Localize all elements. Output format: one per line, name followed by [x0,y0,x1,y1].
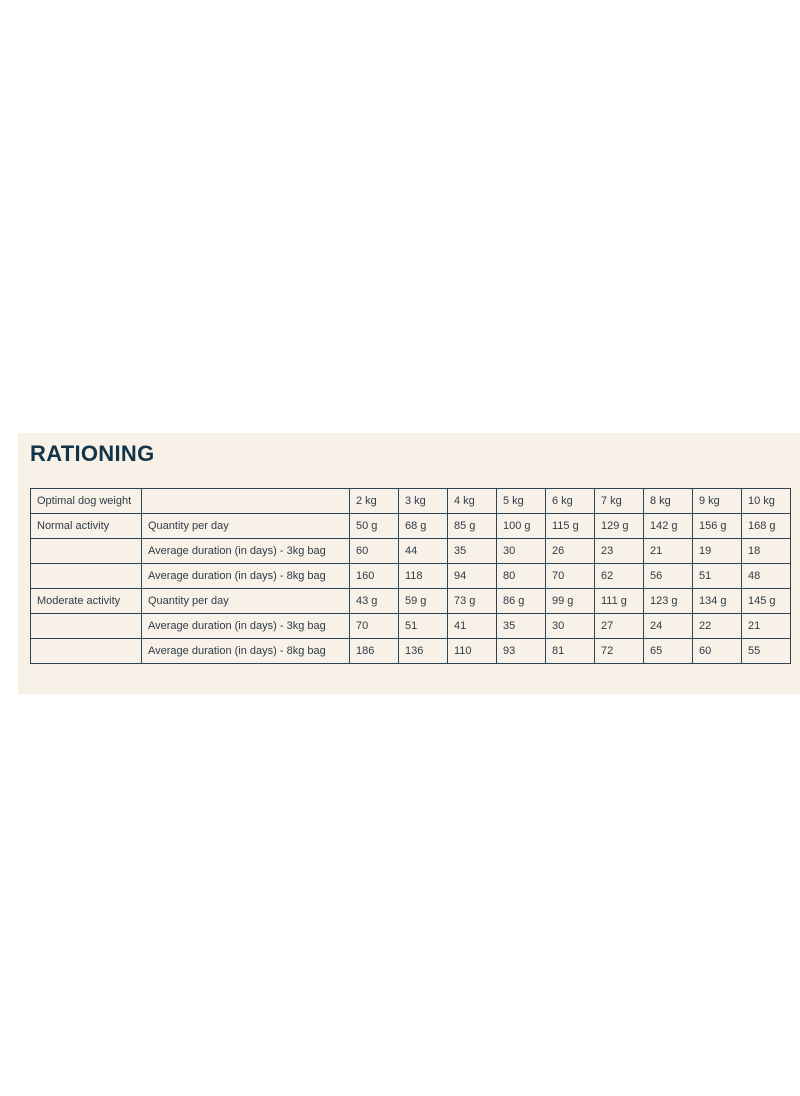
value-cell: 160 [350,564,399,589]
weight-header-cell: 3 kg [399,489,448,514]
activity-cell [31,539,142,564]
table-row [31,539,791,564]
weight-header-cell: 8 kg [644,489,693,514]
value-cell: 56 [644,564,693,589]
value-cell: 142 g [644,514,693,539]
metric-cell: Quantity per day [142,589,350,614]
value-cell: 30 [546,614,595,639]
value-cell: 21 [644,539,693,564]
value-cell: 81 [546,639,595,664]
value-cell: 59 g [399,589,448,614]
table-row [31,514,791,539]
activity-cell [31,564,142,589]
table-header-row [31,489,791,514]
value-cell: 99 g [546,589,595,614]
value-cell: 55 [742,639,791,664]
value-cell: 85 g [448,514,497,539]
value-cell: 60 [693,639,742,664]
value-cell: 51 [693,564,742,589]
section-title: RATIONING [30,441,155,466]
table-body [31,489,791,664]
value-cell: 21 [742,614,791,639]
rationing-table [30,488,791,664]
value-cell: 118 [399,564,448,589]
metric-cell: Average duration (in days) - 8kg bag [142,564,350,589]
value-cell: 115 g [546,514,595,539]
value-cell: 19 [693,539,742,564]
table-row [31,614,791,639]
metric-cell: Average duration (in days) - 8kg bag [142,639,350,664]
value-cell: 50 g [350,514,399,539]
weight-header-cell: 6 kg [546,489,595,514]
value-cell: 70 [546,564,595,589]
value-cell: 100 g [497,514,546,539]
table-row [31,639,791,664]
value-cell: 111 g [595,589,644,614]
activity-cell [31,639,142,664]
value-cell: 110 [448,639,497,664]
value-cell: 23 [595,539,644,564]
value-cell: 80 [497,564,546,589]
weight-header-cell: 9 kg [693,489,742,514]
metric-cell: Average duration (in days) - 3kg bag [142,614,350,639]
activity-cell: Moderate activity [31,589,142,614]
table-row [31,564,791,589]
value-cell: 134 g [693,589,742,614]
value-cell: 44 [399,539,448,564]
value-cell: 136 [399,639,448,664]
value-cell: 93 [497,639,546,664]
weight-header-cell: 2 kg [350,489,399,514]
value-cell: 26 [546,539,595,564]
value-cell: 30 [497,539,546,564]
metric-cell: Average duration (in days) - 3kg bag [142,539,350,564]
value-cell: 62 [595,564,644,589]
value-cell: 24 [644,614,693,639]
activity-cell: Normal activity [31,514,142,539]
value-cell: 60 [350,539,399,564]
value-cell: 22 [693,614,742,639]
value-cell: 41 [448,614,497,639]
value-cell: 65 [644,639,693,664]
weight-header-cell: 4 kg [448,489,497,514]
metric-cell: Quantity per day [142,514,350,539]
value-cell: 73 g [448,589,497,614]
weight-header-cell: 10 kg [742,489,791,514]
activity-cell [31,614,142,639]
value-cell: 145 g [742,589,791,614]
value-cell: 123 g [644,589,693,614]
value-cell: 186 [350,639,399,664]
value-cell: 35 [497,614,546,639]
header-metric-cell [142,489,350,514]
value-cell: 86 g [497,589,546,614]
value-cell: 43 g [350,589,399,614]
value-cell: 27 [595,614,644,639]
weight-header-cell: 7 kg [595,489,644,514]
value-cell: 48 [742,564,791,589]
value-cell: 94 [448,564,497,589]
rationing-panel [18,433,800,694]
value-cell: 35 [448,539,497,564]
value-cell: 68 g [399,514,448,539]
weight-header-cell: 5 kg [497,489,546,514]
table-row [31,589,791,614]
value-cell: 51 [399,614,448,639]
value-cell: 70 [350,614,399,639]
value-cell: 72 [595,639,644,664]
header-label-cell: Optimal dog weight [31,489,142,514]
value-cell: 129 g [595,514,644,539]
value-cell: 156 g [693,514,742,539]
value-cell: 18 [742,539,791,564]
value-cell: 168 g [742,514,791,539]
